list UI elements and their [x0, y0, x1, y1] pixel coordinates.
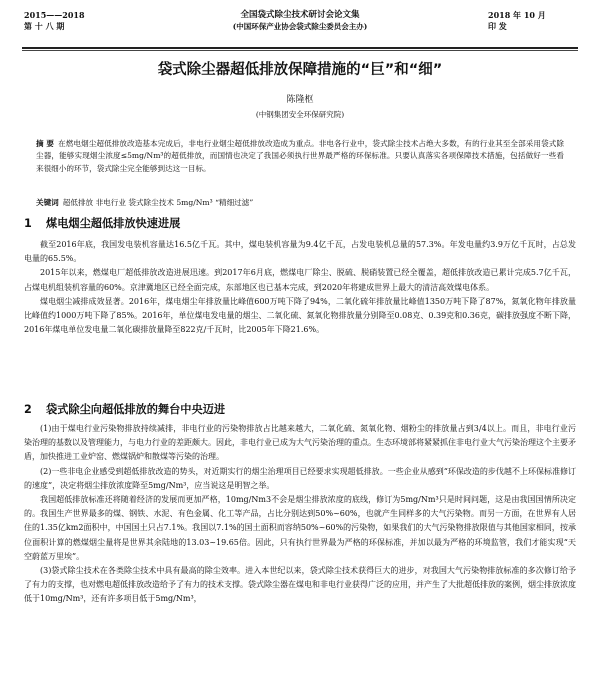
header-organizer: (中国环保产业协会袋式除尘委员会主办): [232, 22, 368, 31]
section-2-body: [24, 422, 576, 607]
keywords-text: 超低排放 非电行业 袋式除尘技术 5mg/Nm³ “精细过滤”: [62, 198, 254, 207]
section-1-paragraph: 截至2016年底，我国发电装机容量达16.5亿千瓦。其中，煤电装机容量为9.4亿千瓦，占发电装机总量的57.3%。年发电量约3.9万亿千瓦时，占总发电量的65.5%。: [24, 240, 576, 264]
header-rule-thin: [22, 50, 578, 51]
header-center: [150, 10, 450, 32]
section-2-paragraph: (1)由于煤电行业污染物排放持续减排，非电行业的污染物排放占比越来越大，二氧化硫、氮氧化物、烟粉尘的排放量占到3/4以上。而且，非电行业污染治理的基数以及管理能力，与电力行业的差距颇大。因此，非电行业已成为大气污染治理的重点。生态环境部将紧紧抓住非电行业大气污染治理这个主要矛盾，加快推进工业炉窑、燃煤锅炉和散煤等污染的治理。: [24, 424, 576, 462]
paper-affiliation: (中钢集团安全环保研究院): [255, 110, 345, 119]
header-right: [488, 10, 546, 32]
keywords: [36, 197, 564, 209]
abstract-text: 在燃电烟尘超低排放改造基本完成后，非电行业烟尘超低排放改造成为重点。非电各行业中，袋式除尘技术占绝大多数，有的行业其至全部采用袋式除尘器，能够实现烟尘浓度≤5mg/Nm³的超低排放，而国情也决定了我国必须执行世界最严格的环保标准。只要认真落实各项保障技术措施，包括做好一些看来很细小的环节，袋式除尘完全能够到达这一目标。: [36, 139, 564, 173]
header-left: [24, 10, 85, 32]
section-2-paragraph: (3)袋式除尘技术在各类除尘技术中具有最高的除尘效率。进入本世纪以来，袋式除尘技术获得巨大的进步，对我国大气污染物排放标准的多次修订给予了有力的支撑，也对燃电超低排放改造给予了有力的技术支撑。袋式除尘器在煤电和非电行业获得广泛的应用，并产生了大批超低排放的案例，烟尘排放浓度低于10mg/Nm³，还有许多项目低于5mg/Nm³，: [24, 566, 576, 604]
header-rule: [22, 47, 578, 49]
abstract-label: 摘 要: [36, 139, 55, 148]
header-print-note: 印 发: [488, 21, 507, 31]
section-1-paragraph: 煤电烟尘减排成效显著。2016年，煤电烟尘年排放量比峰值600万吨下降了94%，二氧化硫年排放量比峰值1350万吨下降了87%，氮氧化物年排放量比峰值约1000万吨下降了85%。2016年，单位煤电发电量的烟尘、二氧化硫、氮氧化物排放量分别降至0.08克、0.39克和0.36克，碳排放强度不断下降，2016年煤电单位发电量二氧化碳排放量降至822克/千瓦时，比2005年下降21.6%。: [24, 296, 576, 335]
section-1-body: [24, 238, 576, 337]
section-1-paragraph: 2015年以来，燃煤电厂超低排放改造进展迅速。到2017年6月底，燃煤电厂除尘、脱硫、脱硝装置已经全覆盖，超低排放改造已累计完成5.7亿千瓦，占煤电机组装机容量的60%。京津冀地区已经全面完成，东部地区也已基本完成，到2020年将建成世界上最大的清洁高效煤电体系。: [24, 268, 576, 292]
section-2-number: 2: [24, 403, 32, 416]
section-1-number: 1: [24, 217, 32, 230]
header-years: 2015——2018: [24, 10, 85, 20]
section-1-heading: [24, 216, 180, 232]
section-2-heading: [24, 402, 225, 418]
section-2-title: 袋式除尘向超低排放的舞台中央迈进: [46, 403, 226, 416]
header-issue: 第 十 八 期: [24, 21, 65, 31]
paper-author: 陈隆枢: [286, 95, 314, 105]
abstract: [36, 138, 564, 175]
header-proceedings-title: 全国袋式除尘技术研讨会论文集: [240, 10, 360, 20]
section-1-title: 煤电烟尘超低排放快速进展: [46, 217, 181, 230]
keywords-label: 关键词: [36, 198, 59, 207]
section-2-paragraph: 我国超低排放标准还将随着经济的发展而更加严格，10mg/Nm3不会是烟尘排放浓度的底线，修订为5mg/Nm³只是时间问题，这是由我国国情所决定的。我国生产世界最多的煤、钢铁、水泥、有色金属、化工等产品，占比分别达到50%~60%，也就产生同样多的大气污染物。而另一方面，在世界有人居住的1.35亿km2面积中，中国国土只占7.1%。我国以7.1%的国土面积而容纳50%~60%的污染物，如果我们的大气污染物排放限值与其他国家相同，按承位面积计算的燃煤烟尘量将是世界其余陆地的13.03~19.65倍。因此，只有执行世界最为严格的环保标准，并加以最为严格的环境监管，我们才能实现“天空蔚蓝万里埃”。: [24, 495, 576, 561]
paper-title: 袋式除尘器超低排放保障措施的“巨”和“细”: [157, 62, 443, 78]
section-2-paragraph: (2)一些非电企业感受到超低排放改造的势头，对近期实行的烟尘治理项目已经要求实现超低排放。一些企业从感到“环保改造的步伐越不上环保标准修订的速度”，决定将烟尘排放浓度降至5mg/Nm³，应当说这是明智之举。: [24, 466, 576, 490]
header-date: 2018 年 10 月: [488, 10, 546, 20]
